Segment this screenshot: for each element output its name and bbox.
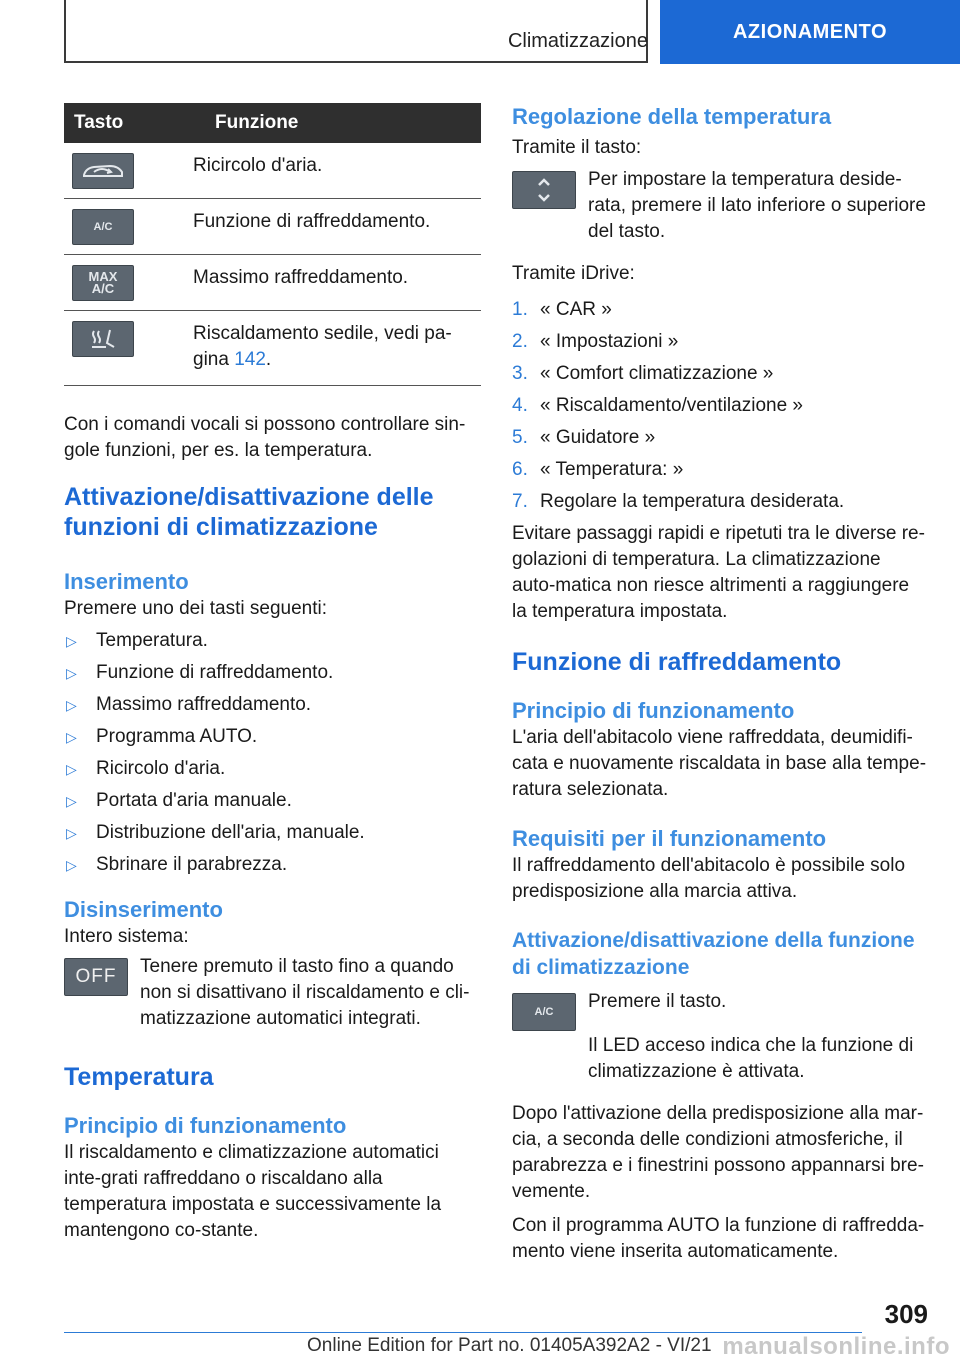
seat-heating-text: Riscaldamento sedile, vedi pa-gina — [193, 323, 452, 370]
ac-icon: A/C — [72, 209, 134, 245]
watermark-logo: manualsonline.info — [722, 1333, 950, 1360]
table-row — [64, 311, 481, 386]
after-activation-text: Dopo l'attivazione della predisposizione alla mar-cia, a seconda delle condizioni atmosferiche, il parabrezza e i finestrini possono appannarsi bre-vemente. — [512, 1103, 924, 1202]
off-key-icon: OFF — [64, 958, 128, 996]
table-cell-function: Ricircolo d'aria. — [193, 143, 481, 199]
list-item-text: Programma AUTO. — [96, 726, 258, 747]
list-item — [512, 361, 928, 387]
list-item — [64, 692, 481, 718]
list-item-text: Funzione di raffreddamento. — [96, 662, 334, 683]
step-text: Regolare la temperatura desiderata. — [540, 491, 845, 512]
temp-key-block — [512, 167, 928, 245]
table-row — [64, 143, 481, 199]
step-number: 7. — [512, 491, 528, 512]
bullet-icon: ▷ — [66, 825, 77, 841]
list-item — [512, 297, 928, 323]
led-text: Il LED acceso indica che la funzione di climatizzazione è attivata. — [588, 1035, 914, 1082]
via-idrive: Tramite iDrive: — [512, 263, 635, 284]
seat-heating-icon — [72, 321, 134, 357]
temp-key-text: Per impostare la temperatura deside-rata, premere il lato inferiore o superiore del tasto. — [588, 169, 926, 242]
step-text: « Impostazioni » — [540, 331, 679, 352]
via-key: Tramite il tasto: — [512, 137, 642, 158]
list-item — [512, 393, 928, 419]
step-number: 4. — [512, 395, 528, 416]
avoid-text: Evitare passaggi rapidi e ripetuti tra le diverse re-golazioni di temperatura. La climatizzazione auto-matica non riesce altrimenti a raggiungere la temperatura impostata. — [512, 523, 925, 622]
heading-principle-right: Principio di funzionamento — [512, 698, 795, 723]
list-item-text: Massimo raffreddamento. — [96, 694, 312, 715]
step-text: « Comfort climatizzazione » — [540, 363, 774, 384]
seat-heating-text-end: . — [265, 349, 272, 370]
list-item-text: Portata d'aria manuale. — [96, 790, 292, 811]
principle-text-left: Il riscaldamento e climatizzazione automatici inte-grati raffreddano o riscaldano alla temperatura impostata e successivamente la mantengono co-stante. — [64, 1142, 442, 1241]
bullet-icon: ▷ — [66, 633, 77, 649]
step-text: « CAR » — [540, 299, 612, 320]
list-item — [64, 820, 481, 846]
keys-table — [64, 103, 481, 386]
list-item — [512, 329, 928, 355]
heading-regulation: Regolazione della temperatura — [512, 104, 832, 129]
max-ac-icon — [72, 265, 134, 301]
bullet-icon: ▷ — [66, 793, 77, 809]
bullet-icon: ▷ — [66, 665, 77, 681]
page-number: 309 — [884, 1299, 928, 1329]
step-number: 3. — [512, 363, 528, 384]
step-text: « Riscaldamento/ventilazione » — [540, 395, 803, 416]
list-item — [64, 788, 481, 814]
right-column — [512, 103, 928, 1265]
bullet-icon: ▷ — [66, 697, 77, 713]
press-key-text: Premere il tasto. — [588, 991, 727, 1012]
list-item-text: Sbrinare il parabrezza. — [96, 854, 288, 875]
off-key-block — [64, 954, 481, 1032]
heading-off: Disinserimento — [64, 897, 223, 922]
bullet-icon: ▷ — [66, 729, 77, 745]
table-row — [64, 199, 481, 255]
step-number: 6. — [512, 459, 528, 480]
step-number: 2. — [512, 331, 528, 352]
heading-cooling: Funzione di raffreddamento — [512, 648, 842, 676]
heading-toggle: Attivazione/disattivazione della funzione di climatizzazione — [512, 929, 915, 979]
on-list — [64, 628, 481, 878]
table-cell-function: Funzione di raffreddamento. — [193, 199, 481, 255]
off-text: Tenere premuto il tasto fino a quando non si disattivano il riscaldamento e cli-matizzazione automatici integrati. — [140, 956, 470, 1029]
requirements-text: Il raffreddamento dell'abitacolo è possibile solo predisposizione alla marcia attiva. — [512, 855, 906, 902]
table-header-key: Tasto — [64, 103, 193, 143]
list-item — [512, 425, 928, 451]
ac-icon: A/C — [512, 993, 576, 1031]
heading-on: Inserimento — [64, 569, 189, 594]
max-ac-icon-label: MAX A/C — [88, 269, 118, 296]
list-item — [64, 628, 481, 654]
heading-activation: Attivazione/disattivazione delle funzioni di climatizzazione — [64, 483, 434, 541]
list-item-text: Temperatura. — [96, 630, 208, 651]
principle-text-right: L'aria dell'abitacolo viene raffreddata, deumidifi-cata e nuovamente riscaldata in base alla tempe-ratura selezionata. — [512, 727, 927, 800]
footer-edition: Online Edition for Part no. 01405A392A2 - VI/21 — [307, 1335, 712, 1356]
chapter-tab[interactable]: AZIONAMENTO — [660, 0, 960, 64]
table-row — [64, 255, 481, 311]
bullet-icon: ▷ — [66, 857, 77, 873]
ac-key-block — [512, 989, 928, 1031]
step-text: « Temperatura: » — [540, 459, 684, 480]
step-text: « Guidatore » — [540, 427, 656, 448]
off-intro: Intero sistema: — [64, 926, 189, 947]
bullet-icon: ▷ — [66, 761, 77, 777]
list-item — [64, 756, 481, 782]
list-item-text: Ricircolo d'aria. — [96, 758, 226, 779]
heading-requirements: Requisiti per il funzionamento — [512, 826, 827, 851]
auto-program-text: Con il programma AUTO la funzione di raffredda-mento viene inserita automaticamente. — [512, 1215, 925, 1262]
heading-principle-left: Principio di funzionamento — [64, 1113, 347, 1138]
temperature-rocker-icon — [512, 171, 576, 209]
page-link-142[interactable]: 142 — [234, 349, 266, 370]
list-item-text: Distribuzione dell'aria, manuale. — [96, 822, 365, 843]
left-column — [64, 103, 481, 1244]
list-item — [512, 457, 928, 483]
table-cell-function — [193, 311, 481, 386]
step-number: 5. — [512, 427, 528, 448]
list-item — [64, 724, 481, 750]
step-number: 1. — [512, 299, 528, 320]
voice-note: Con i comandi vocali si possono controllare sin-gole funzioni, per es. la temperatura. — [64, 414, 466, 461]
list-item — [512, 489, 928, 515]
section-title: Climatizzazione — [507, 30, 648, 52]
idrive-steps — [512, 297, 928, 515]
table-header-function: Funzione — [193, 103, 481, 143]
heading-temperature: Temperatura — [64, 1063, 214, 1091]
list-item — [64, 660, 481, 686]
recirculation-icon — [72, 153, 134, 189]
on-intro: Premere uno dei tasti seguenti: — [64, 598, 327, 619]
list-item — [64, 852, 481, 878]
table-cell-function: Massimo raffreddamento. — [193, 255, 481, 311]
